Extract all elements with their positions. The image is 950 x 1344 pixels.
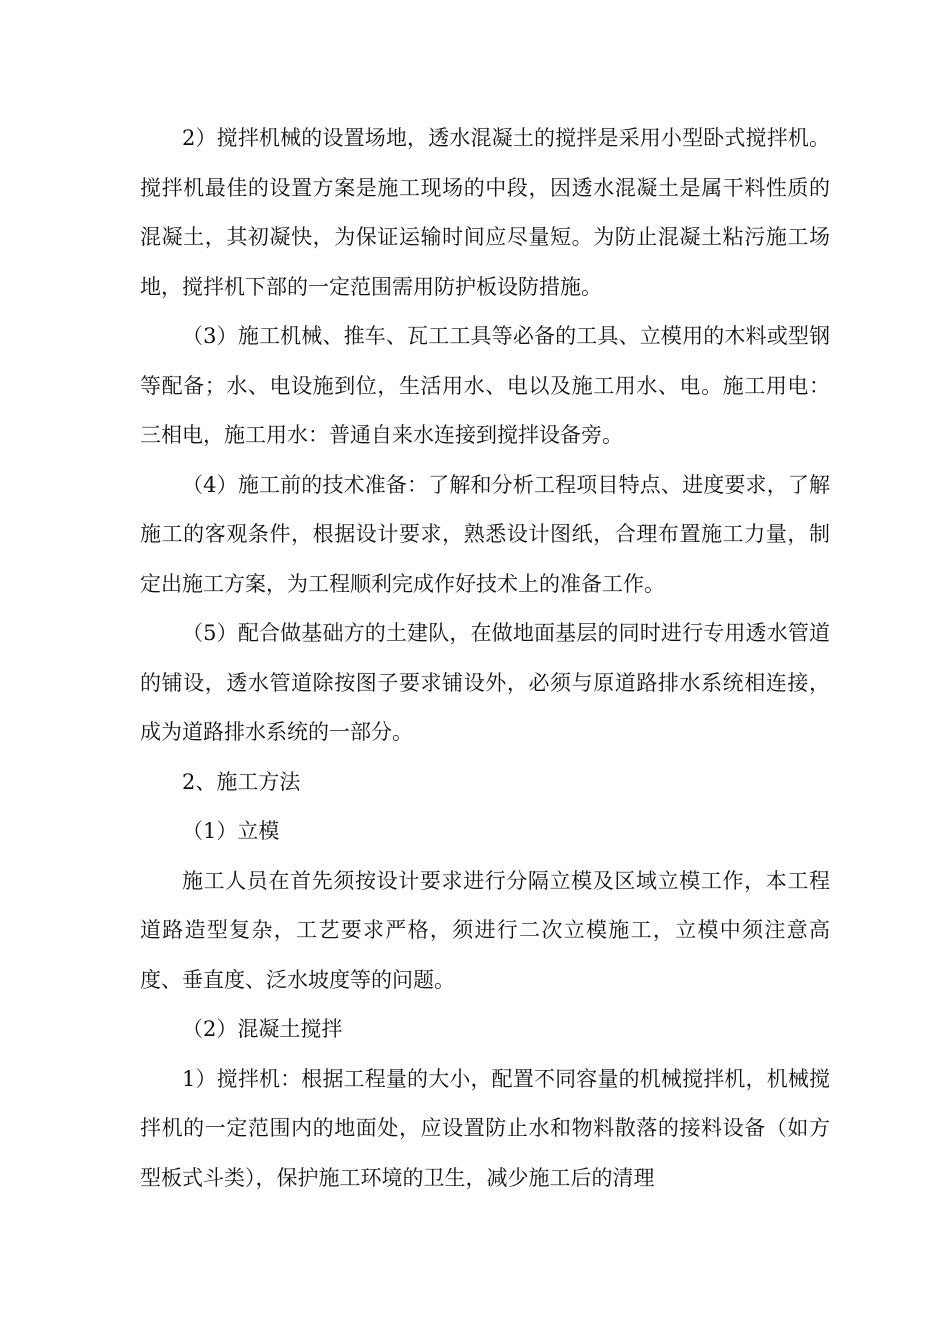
document-body bbox=[140, 114, 830, 1203]
section-heading-construction-method: 2、施工方法 bbox=[182, 769, 301, 794]
paragraph-technical-prep: （4）施工前的技术准备：了解和分析工程项目特点、进度要求，了解施工的客观条件，根据设计要求，熟悉设计图纸，合理布置施工力量，制定出施工方案，为工程顺利完成作好技术上的准备工作。 bbox=[140, 472, 830, 596]
paragraph-mixer-site: 2）搅拌机械的设置场地，透水混凝土的搅拌是采用小型卧式搅拌机。搅拌机最佳的设置方案是施工现场的中段，因透水混凝土是属干料性质的混凝土，其初凝快，为保证运输时间应尽量短。为防止混凝土粘污施工场地，搅拌机下部的一定范围需用防护板设防措施。 bbox=[140, 126, 830, 299]
subheading-concrete-mixing: （2）混凝土搅拌 bbox=[182, 1017, 343, 1041]
paragraph-mixer: 1）搅拌机：根据工程量的大小，配置不同容量的机械搅拌机，机械搅拌机的一定范围内的地面处，应设置防止水和物料散落的接料设备（如方型板式斗类），保护施工环境的卫生，减少施工后的清理 bbox=[140, 1066, 830, 1190]
paragraph-formwork: 施工人员在首先须按设计要求进行分隔立模及区域立模工作，本工程道路造型复杂，工艺要求严格，须进行二次立模施工，立模中须注意高度、垂直度、泛水坡度等的问题。 bbox=[140, 868, 830, 992]
paragraph-drainage-pipe: （5）配合做基础方的土建队，在做地面基层的同时进行专用透水管道的铺设，透水管道除按图子要求铺设外，必须与原道路排水系统相连接，成为道路排水系统的一部分。 bbox=[140, 621, 830, 744]
paragraph-equipment: （3）施工机械、推车、瓦工工具等必备的工具、立模用的木料或型钢等配备；水、电设施到位，生活用水、电以及施工用水、电。施工用电：三相电，施工用水：普通自来水连接到搅拌设备旁。 bbox=[140, 324, 830, 447]
subheading-formwork: （1）立模 bbox=[182, 819, 280, 843]
